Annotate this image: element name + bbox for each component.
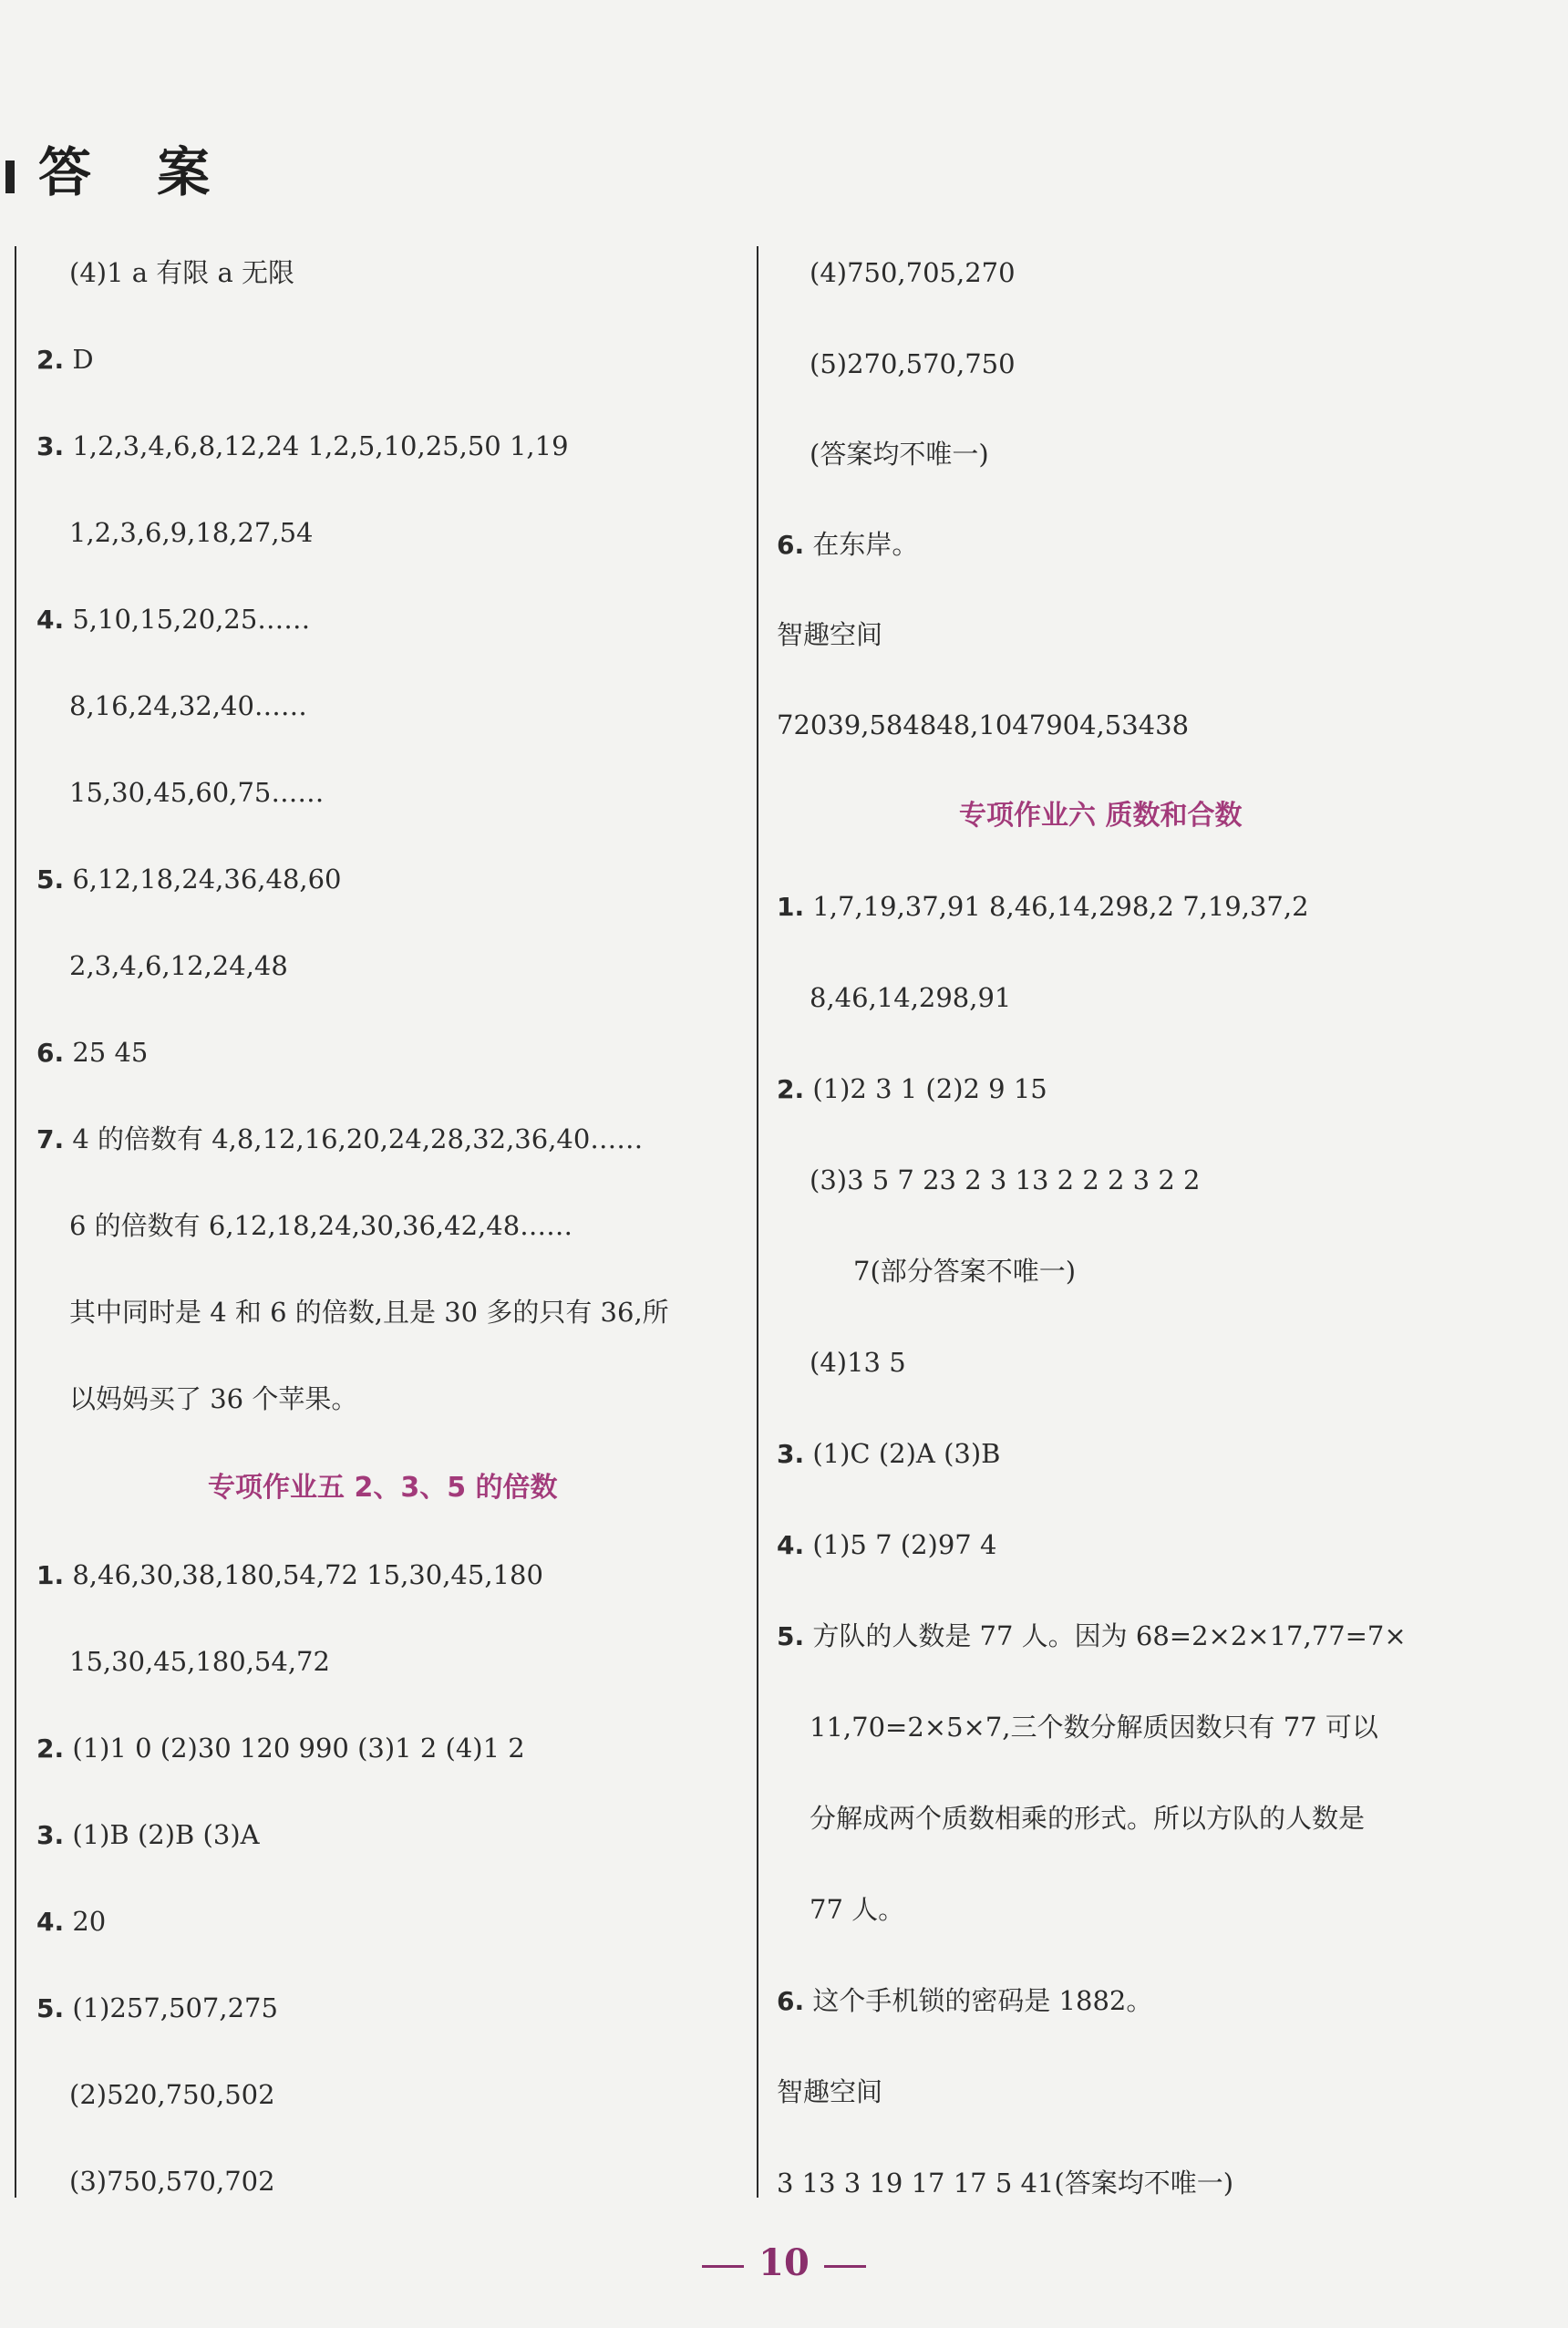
answer-line: 2. (1)1 0 (2)30 120 990 (3)1 2 (4)1 2	[36, 1733, 525, 1764]
answer-line: 6 的倍数有 6,12,18,24,30,36,42,48……	[69, 1210, 573, 1241]
answer-line: 2,3,4,6,12,24,48	[69, 950, 288, 981]
left-margin-line	[15, 246, 16, 2198]
answer-line: 4. (1)5 7 (2)97 4	[777, 1529, 997, 1560]
title-marker	[5, 160, 15, 193]
answer-line: (2)520,750,502	[69, 2079, 275, 2110]
answer-line: 4. 5,10,15,20,25……	[36, 604, 311, 635]
answer-line: 6. 在东岸。	[777, 529, 919, 560]
answer-line: 72039,584848,1047904,53438	[777, 709, 1190, 740]
answer-line: 2. D	[36, 344, 94, 375]
answer-line: 3 13 3 19 17 17 5 41(答案均不唯一)	[777, 2168, 1234, 2199]
answer-line: 4. 20	[36, 1906, 107, 1937]
footer-dash-left	[702, 2265, 744, 2268]
answer-line: (3)3 5 7 23 2 3 13 2 2 2 3 2 2	[810, 1164, 1201, 1195]
column-divider	[757, 246, 758, 2198]
answer-line: 5. 6,12,18,24,36,48,60	[36, 864, 342, 895]
answer-line: (3)750,570,702	[69, 2166, 275, 2197]
answer-line: 77 人。	[810, 1894, 905, 1925]
page-number: 10	[0, 2241, 1568, 2284]
answer-line: 2. (1)2 3 1 (2)2 9 15	[777, 1073, 1047, 1104]
answer-line: (4)13 5	[810, 1347, 906, 1378]
answer-line: 3. 1,2,3,4,6,8,12,24 1,2,5,10,25,50 1,19	[36, 430, 569, 461]
answer-line: 15,30,45,60,75……	[69, 777, 325, 808]
answer-line: 5. (1)257,507,275	[36, 1992, 278, 2023]
answer-line: 分解成两个质数相乘的形式。所以方队的人数是	[810, 1803, 1366, 1834]
answer-line: 1. 8,46,30,38,180,54,72 15,30,45,180	[36, 1559, 543, 1590]
answer-line: 5. 方队的人数是 77 人。因为 68=2×2×17,77=7×	[777, 1620, 1407, 1651]
answer-line: 其中同时是 4 和 6 的倍数,且是 30 多的只有 36,所	[69, 1297, 669, 1328]
answer-line: 7(部分答案不唯一)	[853, 1256, 1077, 1287]
answer-line: 1. 1,7,19,37,91 8,46,14,298,2 7,19,37,2	[777, 891, 1309, 922]
answer-line: 8,16,24,32,40……	[69, 690, 307, 721]
answer-line: 11,70=2×5×7,三个数分解质因数只有 77 可以	[810, 1712, 1378, 1743]
section-heading-five: 专项作业五 2、3、5 的倍数	[208, 1472, 558, 1504]
answer-line: (4)750,705,270	[810, 257, 1016, 288]
answer-line: 1,2,3,6,9,18,27,54	[69, 517, 314, 548]
answer-line: 智趣空间	[777, 619, 883, 650]
answer-line: 8,46,14,298,91	[810, 982, 1012, 1013]
answer-line: 6. 这个手机锁的密码是 1882。	[777, 1985, 1153, 2016]
answer-line: 6. 25 45	[36, 1037, 149, 1068]
answer-line: 3. (1)B (2)B (3)A	[36, 1819, 260, 1850]
answer-line: 以妈妈买了 36 个苹果。	[69, 1383, 358, 1414]
section-heading-six: 专项作业六 质数和合数	[959, 800, 1243, 832]
answer-line: (答案均不唯一)	[810, 439, 989, 470]
answer-line: 智趣空间	[777, 2076, 883, 2107]
answer-line: 7. 4 的倍数有 4,8,12,16,20,24,28,32,36,40……	[36, 1123, 644, 1154]
answer-line: (4)1 a 有限 a 无限	[69, 257, 294, 288]
page-title: 答 案	[5, 129, 233, 206]
answer-line: 15,30,45,180,54,72	[69, 1646, 330, 1677]
answer-line: 3. (1)C (2)A (3)B	[777, 1438, 1001, 1469]
footer-dash-right	[824, 2265, 866, 2268]
answer-line: (5)270,570,750	[810, 348, 1016, 379]
